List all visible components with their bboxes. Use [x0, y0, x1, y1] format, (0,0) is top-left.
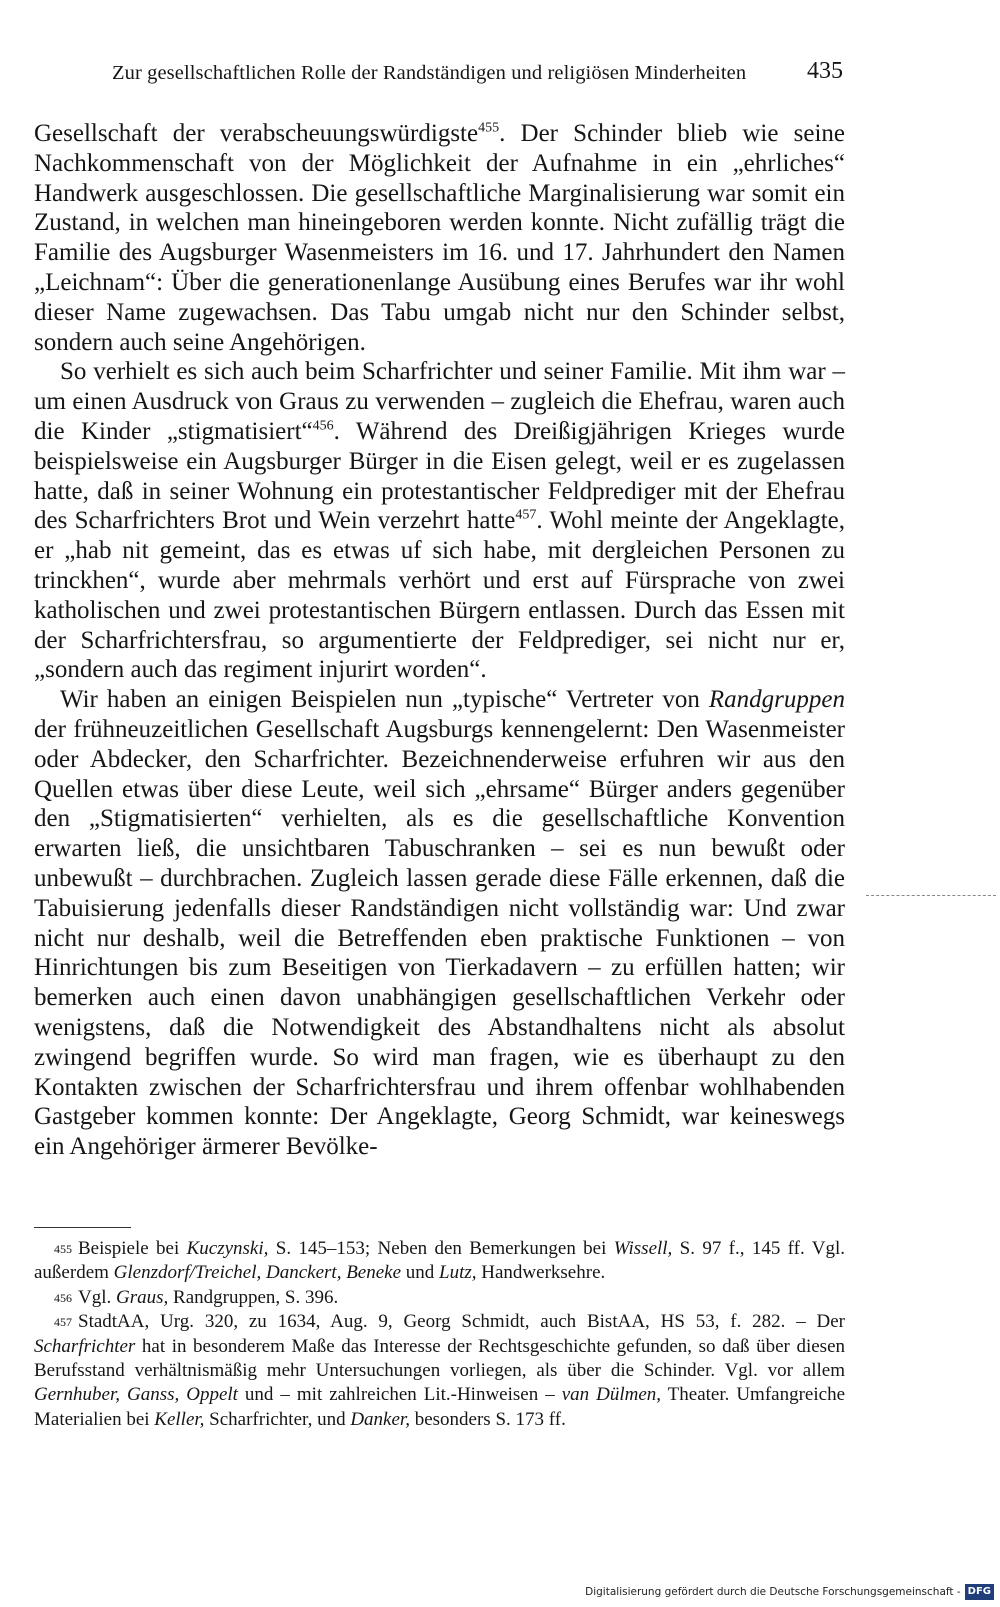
text-run: besonders S. 173 ff. — [409, 1408, 566, 1430]
text-run: und — [401, 1262, 440, 1284]
text-run: S. 97 f., 145 ff. Vgl. außerdem — [34, 1238, 845, 1284]
footnote-reference: 457 — [515, 508, 537, 524]
footnote-reference: 455 — [478, 120, 500, 136]
footnote-marker: 456 — [54, 1290, 72, 1305]
dfg-logo: DFG — [965, 1584, 994, 1600]
italic-run: Randgruppen — [708, 686, 845, 714]
italic-run: van Dülmen, — [561, 1384, 662, 1406]
footnote-text — [76, 1287, 338, 1308]
footnote-marker: 457 — [54, 1315, 72, 1330]
scan-margin-dashed-line — [866, 895, 996, 896]
text-run: Theater. Umfangreiche Materialien bei — [34, 1384, 846, 1430]
text-run: der frühneuzeitlichen Gesellschaft Augsburgs kennengelernt: Den Wasenmeister oder Abdecker, den Scharfrichter. Bezeichnenderweise erfuhren wir aus den Quellen etwas über diese Leute, weil sich „ehrsame“ Bürger anders gegenüber den „Stigmatisierten“ verhielten, als es die gesellschaftliche Konvention erwarten ließ, die unsichtbaren Tabuschranken – sei es nun bewußt oder unbewußt – durchbrachen. Zugleich lassen gerade diese Fälle erkennen, daß die Tabuisierung jedenfalls dieser Randständigen nicht vollständig war: Und zwar nicht nur deshalb, weil die Betreffenden eben praktische Funktionen – von Hinrichtungen bis zum Beseitigen von Tierkadavern – zu erfüllen hatten; wir bemerken auch einen davon unabhängigen gesellschaftlichen Verkehr oder wenigstens, daß die Notwendigkeit des Abstandhaltens nicht als absolut zwingend begriffen wurde. So wird man fragen, wie es überhaupt zu den Kontakten zwischen der Scharfrichtersfrau und ihrem offenbar wohlhabenden Gastgeber kommen konnte: Der Angeklagte, Georg Schmidt, war keineswegs ein Angehöriger ärmerer Bevölke- — [34, 715, 845, 1161]
text-run: StadtAA, Urg. 320, zu 1634, Aug. 9, Georg Schmidt, auch BistAA, HS 53, f. 282. – Der — [78, 1311, 845, 1333]
italic-run: Keller, — [154, 1408, 205, 1430]
text-run: . Während des Dreißigjährigen Krieges wurde beispielsweise ein Augsburger Bürger in die Eisen gelegt, weil er es zugelassen hatte, daß in seiner Wohnung ein protestantischer Feldprediger mit der Ehefrau des Scharfrichters Brot und Wein verzehrt hatte — [34, 417, 845, 535]
running-title: Zur gesellschaftlichen Rolle der Randständigen und religiösen Minderheiten — [112, 62, 747, 84]
text-run: So verhielt es sich auch beim Scharfrichter und seiner Familie. Mit ihm war – um einen Ausdruck von Graus zu verwenden – zugleich die Ehefrau, waren auch die Kinder „stigmatisiert“ — [34, 358, 845, 445]
running-header — [112, 56, 843, 96]
footnote-divider — [34, 1227, 131, 1228]
text-run: . Der Schinder blieb wie seine Nachkommenschaft von der Möglichkeit der Aufnahme in ein „ehrliches“ Handwerk ausgeschlossen. Die gesellschaftliche Marginalisierung war somit ein Zustand, in welchen man hineingeboren werden konnte. Nicht zufällig trägt die Familie des Augsburger Wasenmeisters im 16. und 17. Jahrhundert den Namen „Leichnam“: Über die generationenlange Ausübung eines Berufes war ihr wohl dieser Name zugewachsen. Das Tabu umgab nicht nur den Schinder selbst, sondern auch seine Angehörigen. — [34, 120, 845, 356]
text-run: hat in besonderem Maße das Interesse der Rechtsgeschichte gefunden, so daß über diesen Berufsstand verhältnismäßig mehr Untersuchungen vorliegen, als über die Schinder. Vgl. vor allem — [34, 1335, 845, 1382]
italic-run: Graus, — [116, 1286, 169, 1308]
italic-run: Danker, — [350, 1408, 410, 1430]
text-run: Randgruppen, S. 396. — [168, 1286, 339, 1308]
text-run: Handwerksehre. — [476, 1262, 606, 1284]
digitization-credit — [585, 1582, 994, 1602]
footnote-reference: 456 — [312, 418, 334, 434]
footnotes — [34, 1237, 845, 1432]
text-run: S. 145–153; Neben den Bemerkungen bei — [268, 1238, 614, 1259]
footnote — [34, 1286, 845, 1310]
text-run: Beispiele bei — [78, 1238, 187, 1259]
paragraph — [34, 357, 845, 685]
paragraph — [34, 119, 845, 357]
credit-text: Digitalisierung gefördert durch die Deutsche Forschungsgemeinschaft - — [585, 1586, 961, 1598]
footnote-text — [34, 1311, 845, 1430]
italic-run: Lutz, — [439, 1262, 477, 1284]
italic-run: Wissell, — [613, 1238, 673, 1259]
italic-run: Glenzdorf/Treichel, Danckert, Beneke — [113, 1262, 402, 1284]
body-text — [34, 119, 845, 1162]
text-run: und – mit zahlreichen Lit.-Hinweisen – — [237, 1384, 562, 1406]
text-run: . Wohl meinte der Angeklagte, er „hab nit gemeint, das es etwas uf sich habe, mit dergleichen Personen zu trinckhen“, wurde aber mehrmals verhört und erst auf Fürsprache von zwei katholischen und zwei protestantischen Bürgern entlassen. Durch das Essen mit der Scharfrichtersfrau, so argumentierte der Feldprediger, sei nicht nur er, „sondern auch das regiment injurirt worden“. — [34, 507, 845, 684]
footnote-text — [34, 1238, 845, 1283]
text-run: Gesellschaft der verabscheuungswürdigste — [34, 120, 479, 147]
text-run: Wir haben an einigen Beispielen nun „typische“ Vertreter von — [60, 686, 709, 714]
footnote — [34, 1237, 845, 1286]
paragraph — [34, 685, 845, 1162]
footnote-marker: 455 — [54, 1242, 72, 1256]
text-run: Vgl. — [78, 1286, 116, 1308]
italic-run: Kuczynski, — [186, 1238, 269, 1259]
page-number: 435 — [807, 58, 843, 84]
footnote — [34, 1310, 845, 1432]
italic-run: Scharfrichter — [34, 1335, 136, 1357]
italic-run: Gernhuber, Ganss, Oppelt — [34, 1384, 238, 1406]
text-run: Scharfrichter, und — [204, 1408, 351, 1430]
